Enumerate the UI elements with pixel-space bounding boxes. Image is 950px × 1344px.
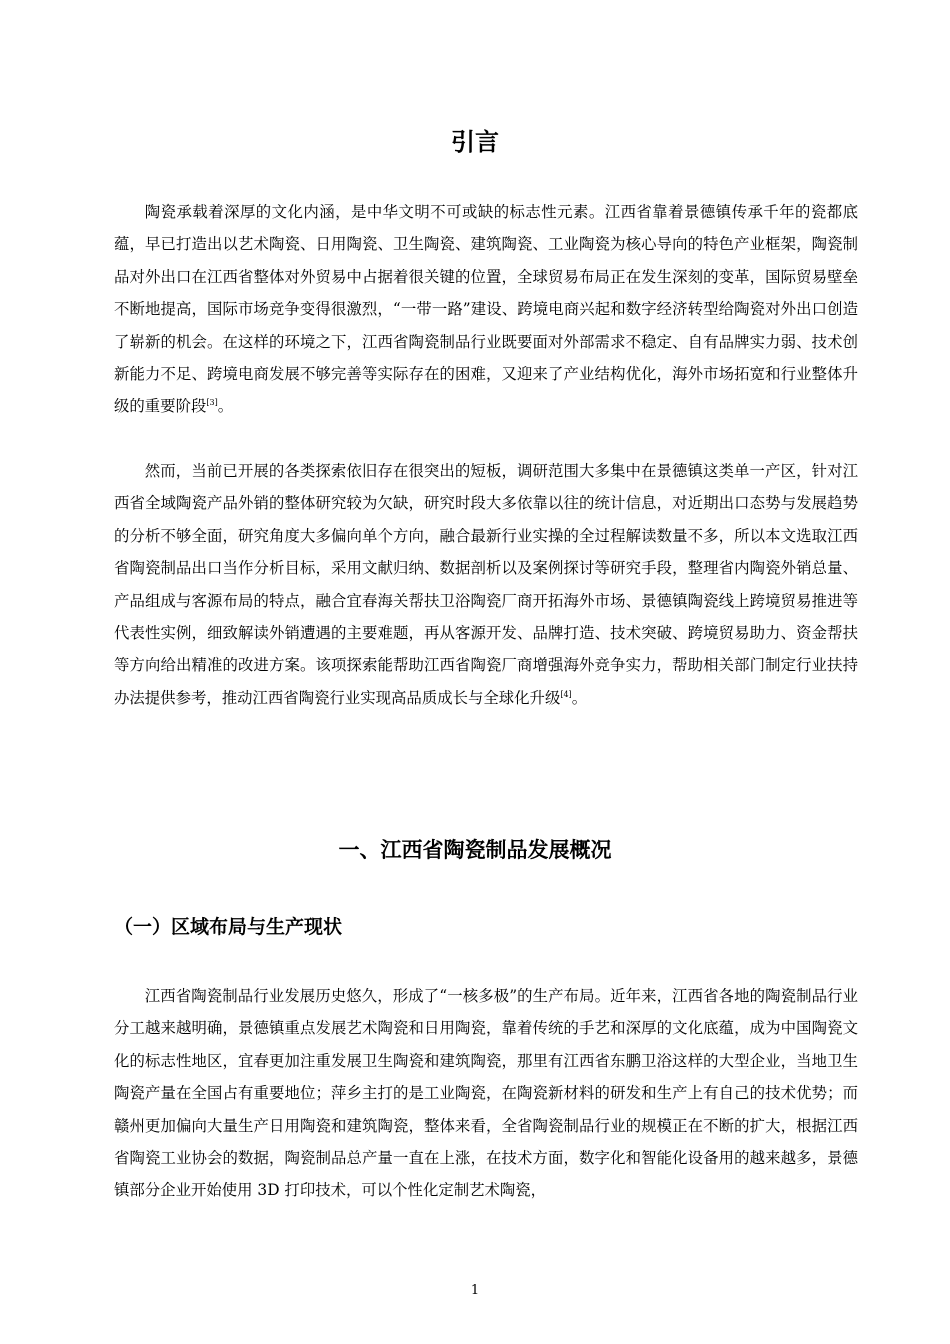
paragraph-text: 陶瓷承载着深厚的文化内涵，是中华文明不可或缺的标志性元素。江西省靠着景德镇传承千年的瓷都底蕴，早已打造出以艺术陶瓷、日用陶瓷、卫生陶瓷、建筑陶瓷、工业陶瓷为核心导向的特色产业框架，陶瓷制品对外出口在江西省整体对外贸易中占据着很关键的位置，全球贸易布局正在发生深刻的变革，国际贸易壁垒不断地提高，国际市场竞争变得很激烈，“一带一路”建设、跨境电商兴起和数字经济转型给陶瓷对外出口创造了崭新的机会。在这样的环境之下，江西省陶瓷制品行业既要面对外部需求不稳定、自有品牌实力弱、技术创新能力不足、跨境电商发展不够完善等实际存在的困难，又迎来了产业结构优化，海外市场拓宽和行业整体升级的重要阶段 [114, 203, 858, 416]
section-paragraph-1 [114, 980, 858, 1207]
page-number: 1 [470, 1283, 480, 1298]
paragraph-text: 江西省陶瓷制品行业发展历史悠久，形成了“一核多极”的生产布局。近年来，江西省各地的陶瓷制品行业分工越来越明确，景德镇重点发展艺术陶瓷和日用陶瓷，靠着传统的手艺和深厚的文化底蕴，成为中国陶瓷文化的标志性地区，宜春更加注重发展卫生陶瓷和建筑陶瓷，那里有江西省东鹏卫浴这样的大型企业，当地卫生陶瓷产量在全国占有重要地位；萍乡主打的是工业陶瓷，在陶瓷新材料的研发和生产上有自己的技术优势；而赣州更加偏向大量生产日用陶瓷和建筑陶瓷，整体来看，全省陶瓷制品行业的规模正在不断的扩大，根据江西省陶瓷工业协会的数据，陶瓷制品总产量一直在上涨，在技术方面，数字化和智能化设备用的越来越多，景德镇部分企业开始使用 3D 打印技术，可以个性化定制艺术陶瓷， [114, 987, 858, 1200]
intro-paragraph-1 [114, 196, 858, 423]
subsection-heading: （一）区域布局与生产现状 [114, 916, 343, 938]
intro-paragraph-2 [114, 455, 858, 714]
citation-ref: [4] [560, 689, 572, 699]
paragraph-text: 然而，当前已开展的各类探索依旧存在很突出的短板，调研范围大多集中在景德镇这类单一产区，针对江西省全域陶瓷产品外销的整体研究较为欠缺，研究时段大多依靠以往的统计信息，对近期出口态势与发展趋势的分析不够全面，研究角度大多偏向单个方向，融合最新行业实操的全过程解读数量不多，所以本文选取江西省陶瓷制品出口当作分析目标，采用文献归纳、数据剖析以及案例探讨等研究手段，整理省内陶瓷外销总量、产品组成与客源布局的特点，融合宜春海关帮扶卫浴陶瓷厂商开拓海外市场、景德镇陶瓷线上跨境贸易推进等代表性实例，细致解读外销遭遇的主要难题，再从客源开发、品牌打造、技术突破、跨境贸易助力、资金帮扶等方向给出精准的改进方案。该项探索能帮助江西省陶瓷厂商增强海外竞争实力，帮助相关部门制定行业扶持办法提供参考，推动江西省陶瓷行业实现高品质成长与全球化升级 [114, 462, 858, 707]
section-heading: 一、江西省陶瓷制品发展概况 [338, 838, 612, 862]
paragraph-end: 。 [217, 397, 234, 416]
paragraph-end: 。 [571, 688, 588, 707]
citation-ref: [3] [206, 398, 218, 408]
page-title: 引言 [451, 128, 499, 156]
